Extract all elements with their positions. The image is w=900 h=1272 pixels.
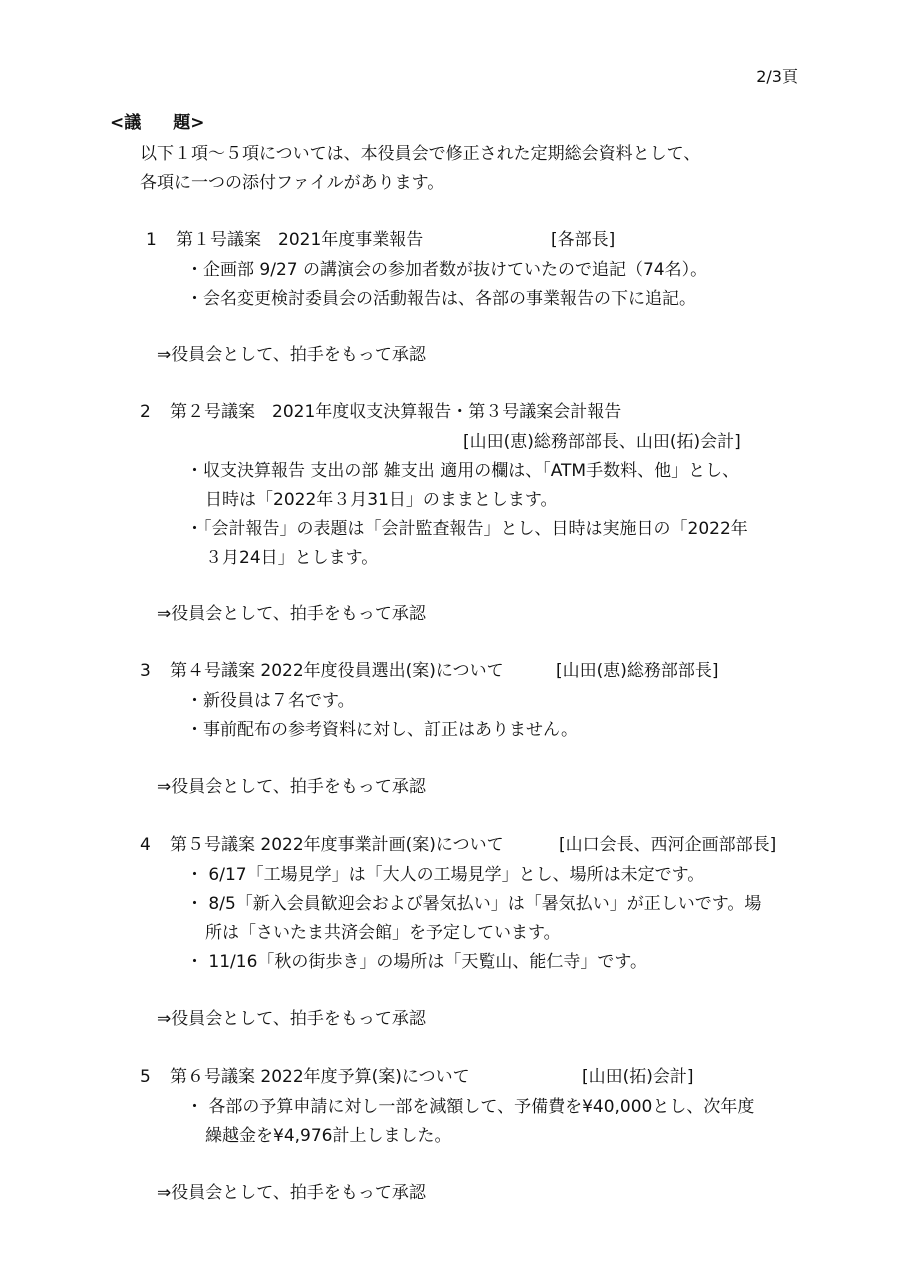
item-number: 2	[140, 402, 151, 422]
agenda-heading-right: 題>	[173, 113, 205, 133]
item-note: ・ 6/17「工場見学」は「大人の工場見学」とし、場所は未定です。	[186, 865, 705, 885]
item-presenter: [山田(恵)総務部部長]	[556, 661, 719, 681]
page-number: 2/3頁	[756, 67, 798, 86]
intro-line: 以下１項～５項については、本役員会で修正された定期総会資料として、	[140, 144, 701, 164]
item-number: 3	[140, 661, 151, 681]
item-result: ⇒役員会として、拍手をもって承認	[157, 604, 426, 624]
item-note-continued: 繰越金を¥4,976計上しました。	[205, 1126, 452, 1146]
item-title: 第２号議案 2021年度収支決算報告・第３号議案会計報告	[170, 402, 622, 422]
agenda-heading-left: <議	[110, 113, 142, 133]
agenda-heading	[110, 112, 205, 134]
item-note-continued: 日時は「2022年３月31日」のままとします。	[205, 490, 558, 510]
item-result: ⇒役員会として、拍手をもって承認	[157, 1183, 426, 1203]
item-title: 第６号議案 2022年度予算(案)について	[170, 1067, 470, 1087]
item-note: ・ 8/5「新入会員歓迎会および暑気払い」は「暑気払い」が正しいです。場	[186, 894, 762, 914]
item-number: 4	[140, 835, 151, 855]
item-note: ・「会計報告」の表題は「会計監査報告」とし、日時は実施日の「2022年	[186, 519, 748, 539]
item-note: ・会名変更検討委員会の活動報告は、各部の事業報告の下に追記。	[186, 289, 696, 309]
item-number: 1	[146, 230, 157, 250]
item-presenter: [各部長]	[551, 230, 616, 250]
item-result: ⇒役員会として、拍手をもって承認	[157, 345, 426, 365]
item-presenter: [山口会長、西河企画部部長]	[559, 835, 777, 855]
item-title: 第４号議案 2022年度役員選出(案)について	[170, 661, 504, 681]
intro-line: 各項に一つの添付ファイルがあります。	[140, 173, 445, 193]
item-note-continued: ３月24日」とします。	[205, 548, 379, 568]
item-title: 第５号議案 2022年度事業計画(案)について	[170, 835, 504, 855]
item-note: ・企画部 9/27 の講演会の参加者数が抜けていたので追記（74名）。	[186, 260, 708, 280]
item-number: 5	[140, 1067, 151, 1087]
item-presenter: [山田(恵)総務部部長、山田(拓)会計]	[463, 432, 741, 452]
item-title: 第１号議案 2021年度事業報告	[176, 230, 424, 250]
item-note: ・新役員は７名です。	[186, 691, 355, 711]
item-result: ⇒役員会として、拍手をもって承認	[157, 1009, 426, 1029]
item-note: ・事前配布の参考資料に対し、訂正はありません。	[186, 720, 579, 740]
item-note-continued: 所は「さいたま共済会館」を予定しています。	[205, 923, 561, 943]
item-result: ⇒役員会として、拍手をもって承認	[157, 777, 426, 797]
item-note: ・収支決算報告 支出の部 雑支出 適用の欄は、「ATM手数料、他」とし、	[186, 461, 740, 481]
item-note: ・ 11/16「秋の街歩き」の場所は「天覧山、能仁寺」です。	[186, 952, 648, 972]
item-note: ・ 各部の予算申請に対し一部を減額して、予備費を¥40,000とし、次年度	[186, 1097, 755, 1117]
item-presenter: [山田(拓)会計]	[582, 1067, 694, 1087]
